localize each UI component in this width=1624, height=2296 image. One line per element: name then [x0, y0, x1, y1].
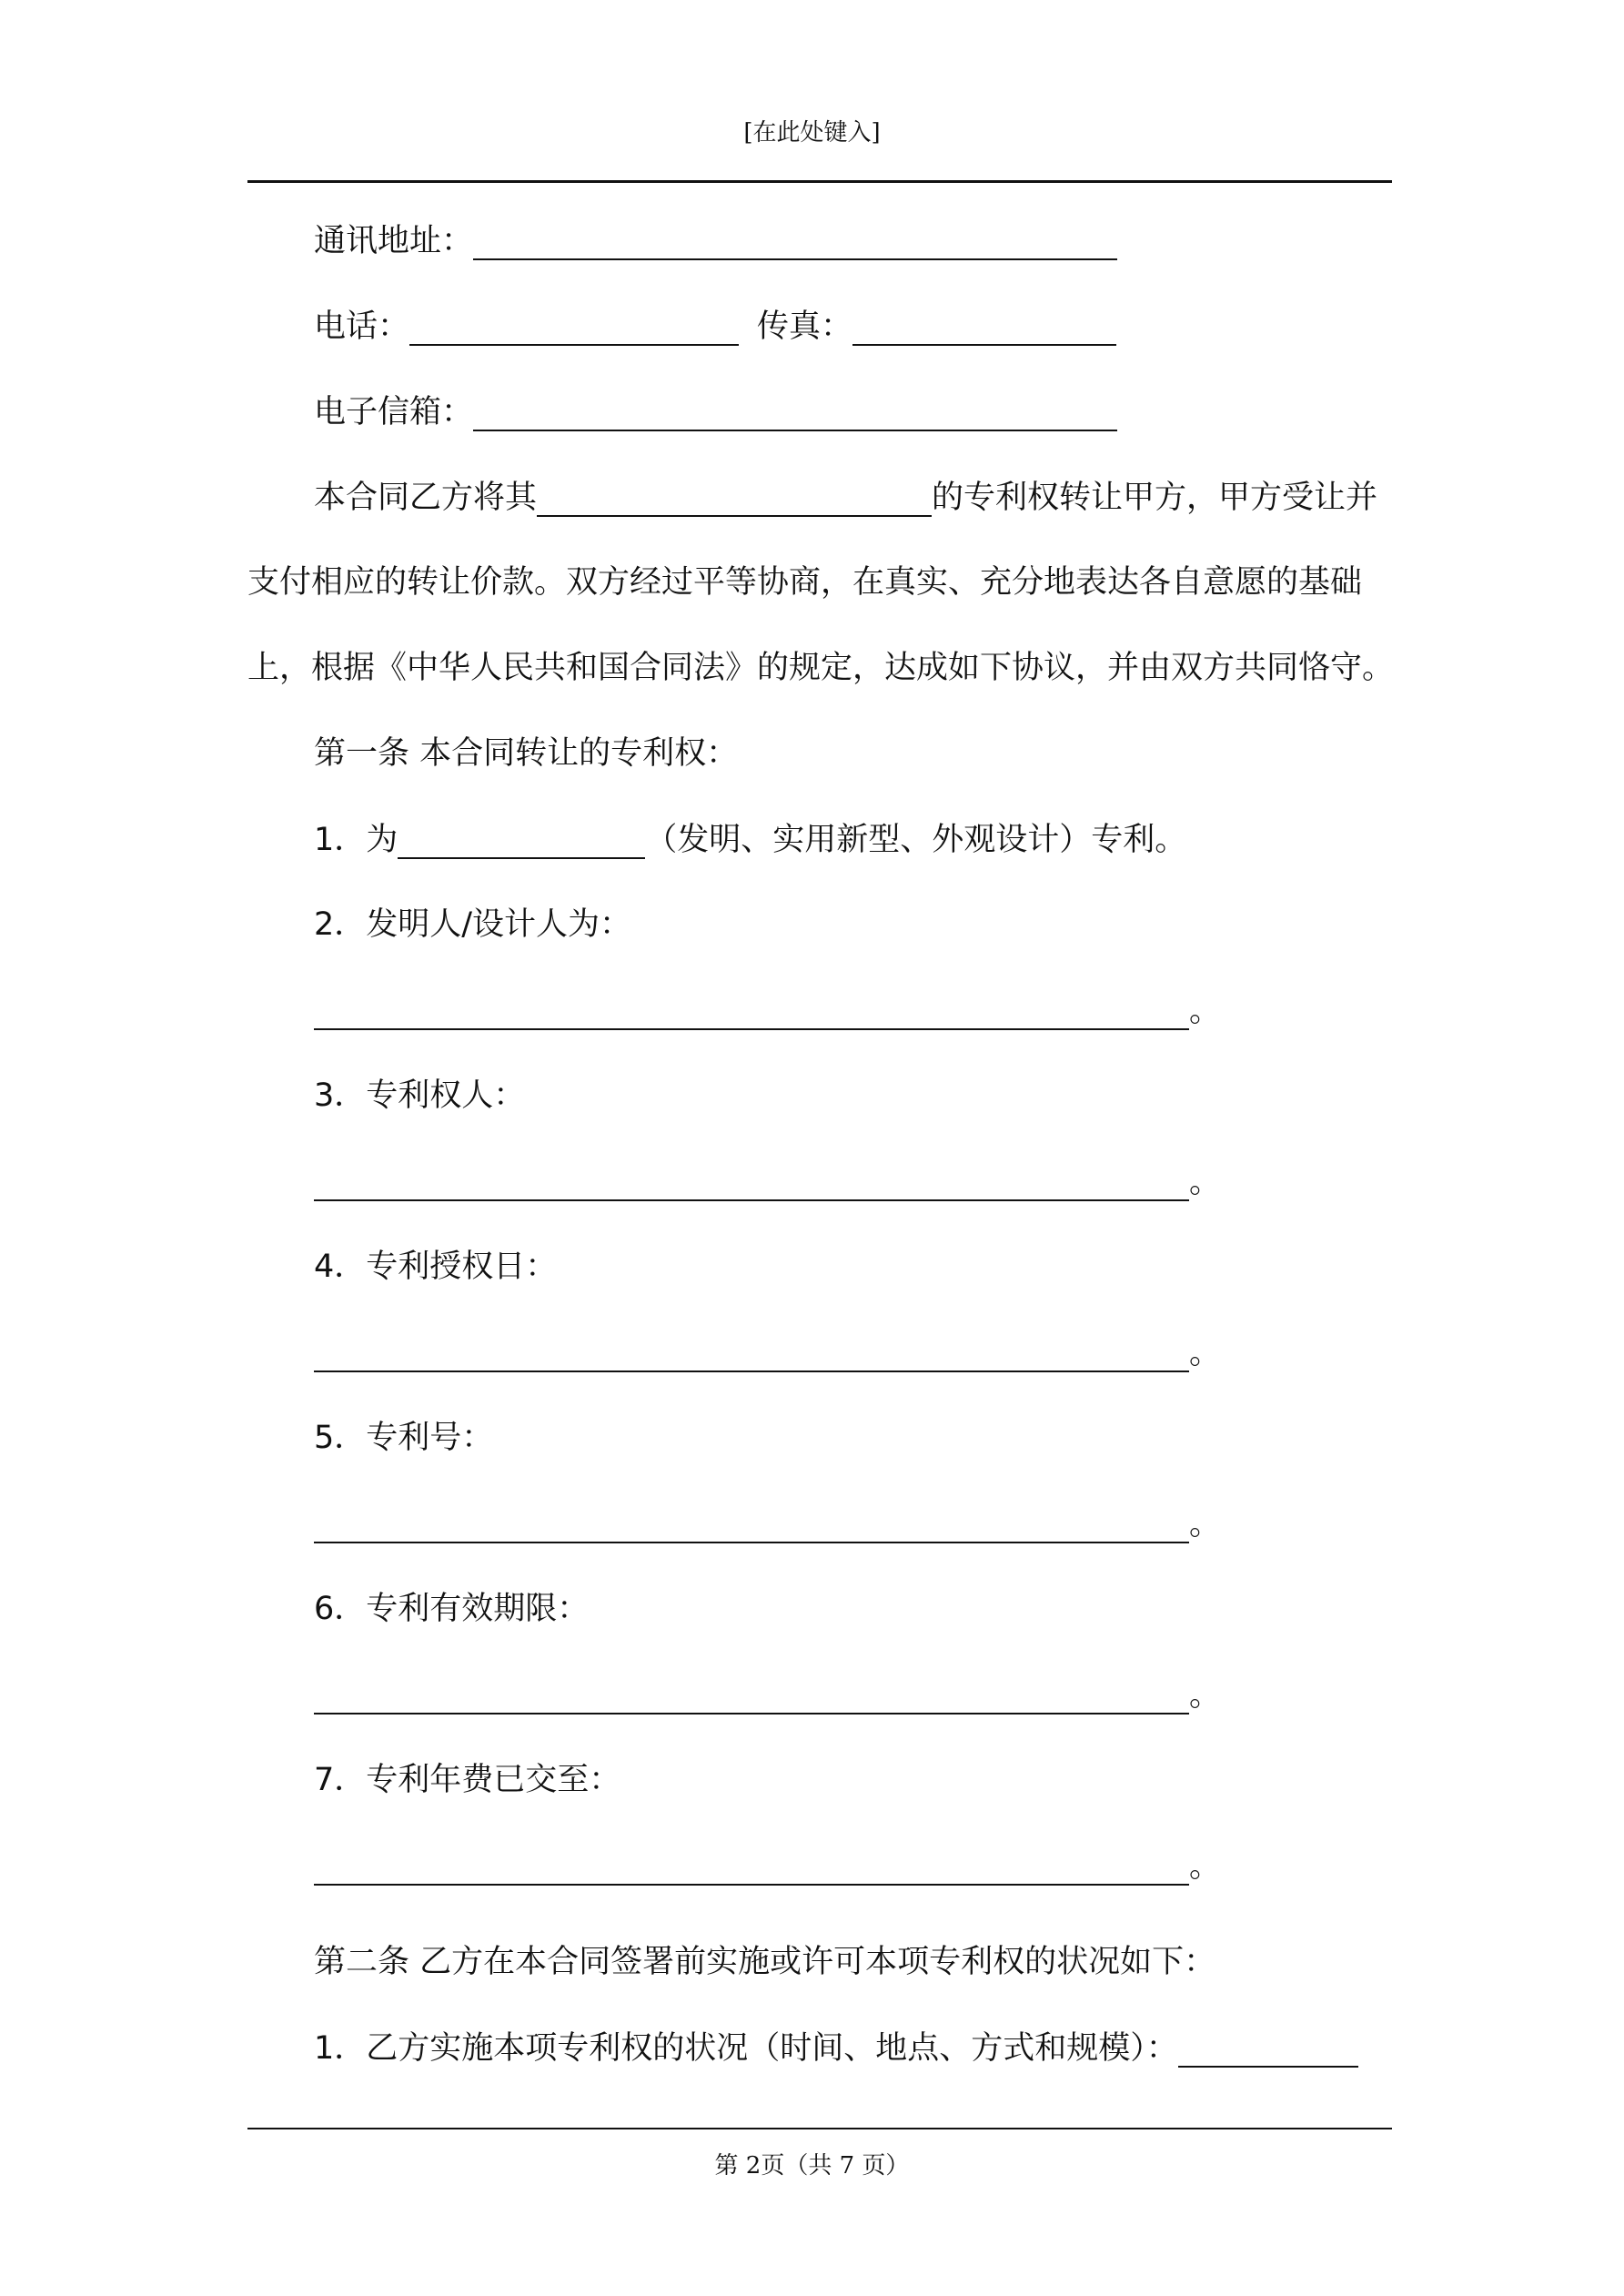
inventor-blank[interactable]: [314, 992, 1189, 1030]
article1-item5-label: 5．专利号：: [314, 1420, 494, 1456]
article1-item6-label: 6．专利有效期限：: [314, 1591, 590, 1627]
address-label: 通讯地址：: [314, 223, 474, 259]
item4-period: 。: [1189, 1335, 1222, 1371]
grant-date-blank[interactable]: [314, 1334, 1189, 1372]
item1-suffix: （发明、实用新型、外观设计）专利。: [645, 822, 1187, 858]
address-line: [314, 213, 1117, 268]
email-blank[interactable]: [473, 393, 1117, 431]
phone-blank[interactable]: [409, 308, 739, 346]
page-header: [在此处键入]: [743, 119, 881, 147]
item6-period: 。: [1189, 1677, 1222, 1714]
article1-item2-answer: [314, 983, 1221, 1037]
address-blank[interactable]: [473, 222, 1117, 260]
email-line: [314, 384, 1117, 439]
article1-title: 第一条 本合同转让的专利权：: [314, 735, 739, 772]
article1-item5-answer: [314, 1496, 1221, 1551]
intro-line-2: 支付相应的转让价款。双方经过平等协商，在真实、充分地表达各自意愿的基础: [247, 564, 1363, 601]
article2-title: 第二条 乙方在本合同签署前实施或许可本项专利权的状况如下：: [314, 1944, 1216, 1980]
patent-type-blank[interactable]: [398, 821, 645, 859]
article1-item6-answer: [314, 1667, 1221, 1722]
article1-item2-label: 2．发明人/设计人为：: [314, 906, 632, 943]
fax-blank[interactable]: [852, 308, 1116, 346]
article1-item4-answer: [314, 1325, 1221, 1380]
intro-line-1: [314, 470, 1377, 524]
item3-period: 。: [1189, 1164, 1222, 1200]
phone-label: 电话：: [314, 308, 410, 345]
annual-fee-blank[interactable]: [314, 1847, 1189, 1886]
article2-item1-text: 1．乙方实施本项专利权的状况（时间、地点、方式和规模）：: [314, 2030, 1178, 2067]
implementation-blank[interactable]: [1178, 2029, 1358, 2068]
article1-item3-label: 3．专利权人：: [314, 1077, 526, 1114]
article1-item3-answer: [314, 1154, 1221, 1209]
article2-item1: [314, 2020, 1358, 2075]
validity-blank[interactable]: [314, 1676, 1189, 1714]
intro-line-3: 上，根据《中华人民共和国合同法》的规定，达成如下协议，并由双方共同恪守。: [247, 650, 1395, 686]
item5-period: 。: [1189, 1506, 1222, 1542]
intro-part2: 的专利权转让甲方，甲方受让并: [932, 480, 1378, 516]
email-label: 电子信箱：: [314, 394, 474, 430]
fax-label: 传真：: [757, 308, 853, 345]
article1-item7-label: 7．专利年费已交至：: [314, 1762, 621, 1798]
item7-period: 。: [1189, 1848, 1222, 1885]
item2-period: 。: [1189, 993, 1222, 1029]
footer-divider: [247, 2128, 1392, 2129]
item1-prefix: 1．为: [314, 822, 398, 858]
article1-item4-label: 4．专利授权日：: [314, 1249, 558, 1285]
patent-name-blank[interactable]: [537, 479, 932, 517]
header-divider: [247, 180, 1392, 183]
phone-fax-line: [314, 298, 1116, 353]
article1-item1: [314, 812, 1186, 866]
patent-number-blank[interactable]: [314, 1505, 1189, 1543]
page-footer: 第 2页（共 7 页）: [714, 2152, 910, 2180]
patentee-blank[interactable]: [314, 1163, 1189, 1201]
article1-item7-answer: [314, 1838, 1221, 1893]
intro-part1: 本合同乙方将其: [314, 480, 538, 516]
